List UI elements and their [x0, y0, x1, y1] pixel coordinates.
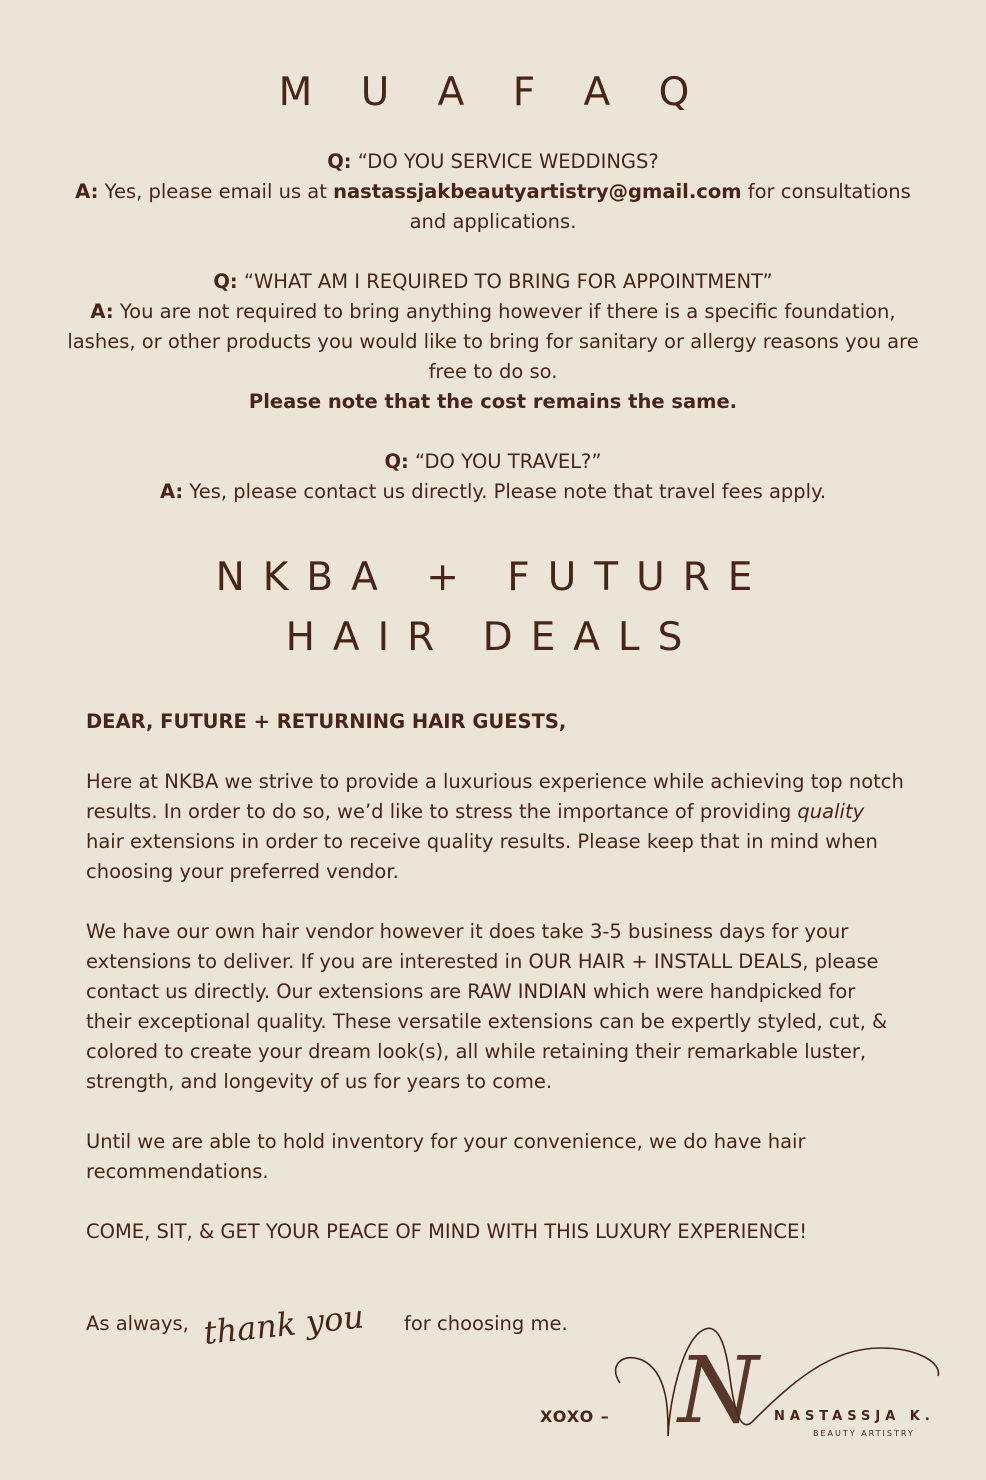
paragraph-intro: Here at NKBA we strive to provide a luxurious experience while achieving top notch results. In order to do so, we’d like to stress the importance of providing quality hair extensions in order to receive quality results. Please keep that in mind when choosing your preferred vendor. [86, 770, 904, 883]
question-label: Q: [213, 270, 238, 293]
mua-faq-title: M U A F A Q [278, 70, 708, 115]
answer-label: A: [159, 480, 184, 503]
question-text: “WHAT AM I REQUIRED TO BRING FOR APPOINTMENT” [237, 270, 773, 293]
answer-text: for consultations and applications. [409, 180, 911, 233]
signature-tagline: BEAUTY ARTISTRY [813, 1429, 915, 1438]
answer-text: You are not required to bring anything however if there is a specific foundation, lashes, or other products you would like to bring for sanitary or allergy reasons you are free to do so. [67, 300, 919, 383]
faq-block-bring [60, 267, 926, 417]
closing-end: for choosing me. [404, 1312, 568, 1335]
cost-note: Please note that the cost remains the same. [248, 390, 738, 413]
faq-question [60, 147, 926, 177]
answer-label: A: [90, 300, 114, 323]
faq-question [60, 267, 926, 297]
thank-you-script [200, 1290, 395, 1370]
faq-question [60, 447, 926, 477]
answer-text: Yes, please contact us directly. Please note that travel fees apply. [183, 480, 827, 503]
emphasis-quality: quality [797, 800, 865, 823]
answer-label: A: [75, 180, 99, 203]
email-address: nastassjakbeautyartistry@gmail.com [333, 180, 742, 203]
faq-answer [60, 477, 926, 507]
faq-answer [60, 297, 926, 387]
paragraph-inventory: Until we are able to hold inventory for your convenience, we do have hair recommendations. [86, 1130, 806, 1183]
monogram-letter: N [678, 1337, 759, 1440]
signature-xoxo: XOXO – [540, 1407, 610, 1426]
deals-title-line-2: HAIR DEALS [285, 615, 701, 660]
question-text: “DO YOU SERVICE WEDDINGS? [351, 150, 659, 173]
deals-title-line-1: NKBA + FUTURE [215, 555, 771, 600]
question-text: “DO YOU TRAVEL?” [408, 450, 602, 473]
signature-name: NASTASSJA K. [774, 1409, 935, 1424]
deals-letter [86, 707, 906, 1247]
faq-block-travel [60, 447, 926, 507]
answer-text: Yes, please email us at [98, 180, 334, 203]
question-label: Q: [327, 150, 352, 173]
closing-start: As always, [86, 1312, 189, 1335]
faq-answer [60, 177, 926, 237]
salutation: DEAR, FUTURE + RETURNING HAIR GUESTS, [86, 710, 567, 733]
thank-you-text: thank you [201, 1297, 366, 1352]
faq-block-weddings [60, 147, 926, 237]
paragraph-vendor: We have our own hair vendor however it does take 3-5 business days for your extensions to deliver. If you are interested in OUR HAIR + INSTALL DEALS, please contact us directly. Our extensions are RAW INDIAN which were handpicked for their exceptional quality. These versatile extensions can be expertly styled, cut, & colored to create your dream look(s), all while retaining their remarkable luster, strength, and longevity of us for years to come. [86, 920, 888, 1093]
paragraph-call-to-action: COME, SIT, & GET YOUR PEACE OF MIND WITH THIS LUXURY EXPERIENCE! [86, 1220, 808, 1243]
question-label: Q: [384, 450, 409, 473]
